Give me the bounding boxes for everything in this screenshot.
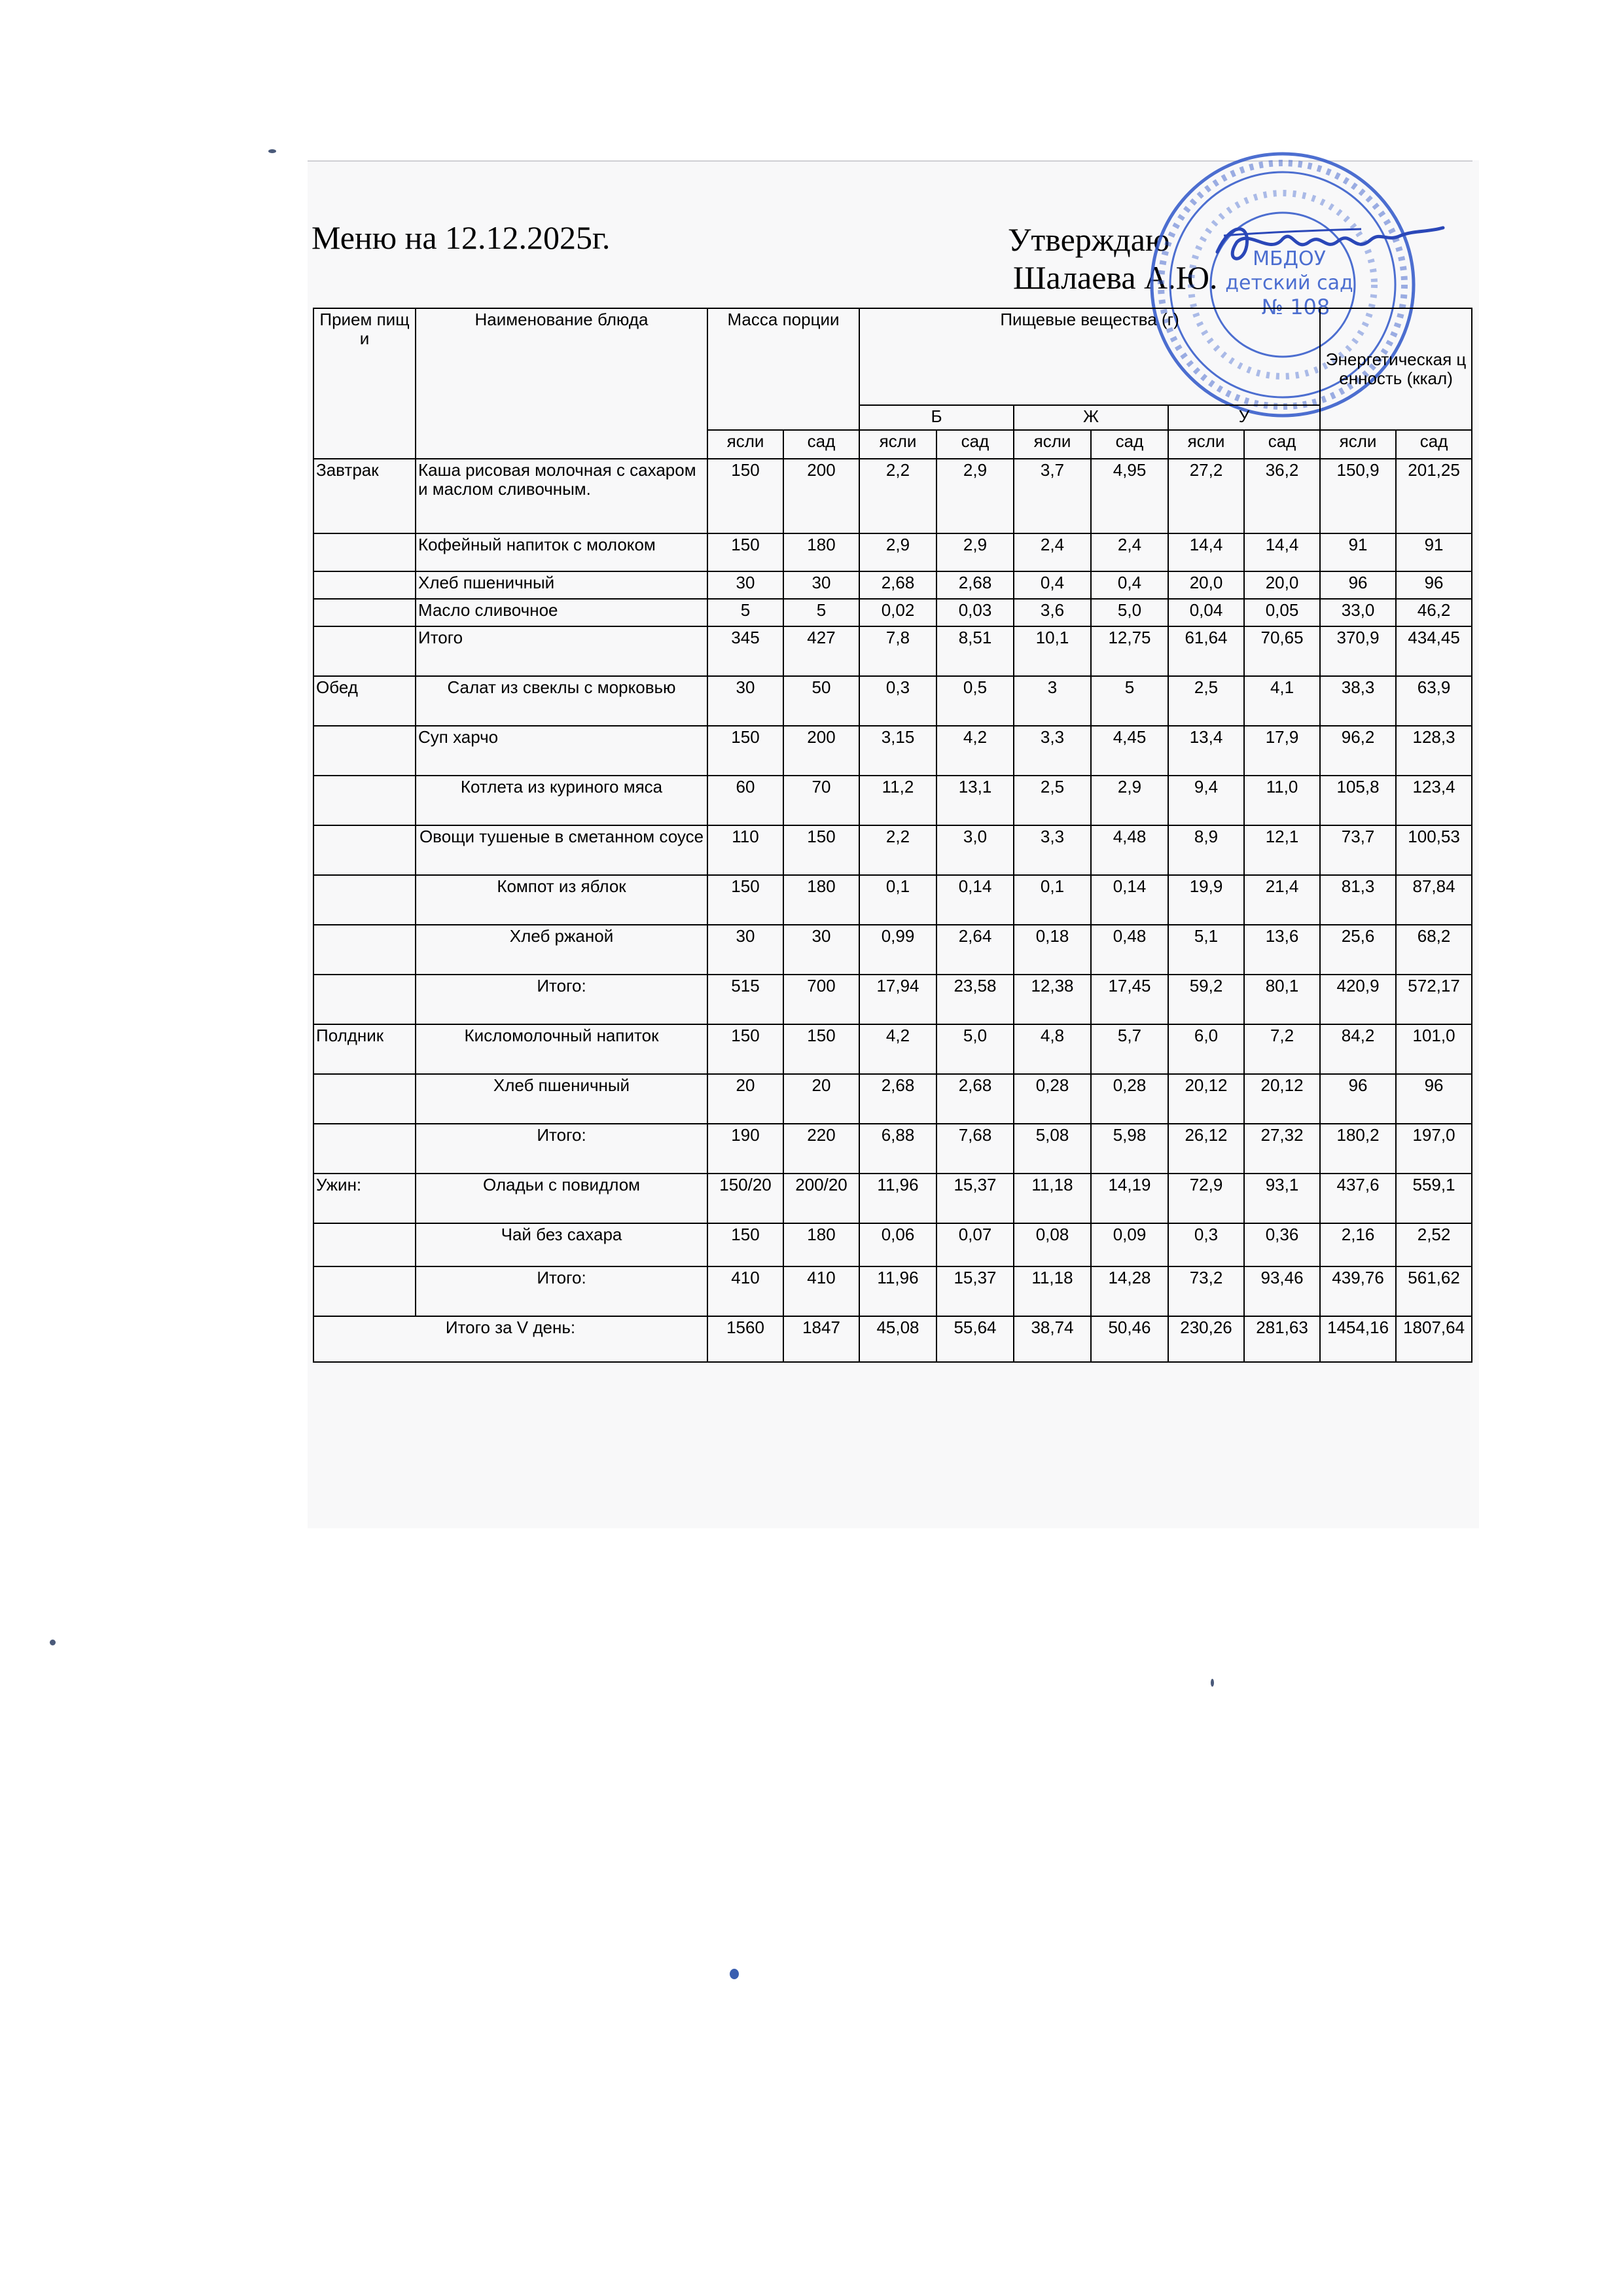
meal-cell [313, 1266, 416, 1316]
value-cell: 30 [783, 925, 859, 975]
value-cell: 0,02 [859, 599, 936, 626]
dish-cell: Кофейный напиток с молоком [416, 533, 707, 571]
value-cell: 5,0 [1091, 599, 1168, 626]
value-cell: 0,99 [859, 925, 936, 975]
value-cell: 150 [783, 1024, 859, 1074]
value-cell: 0,09 [1091, 1223, 1168, 1266]
value-cell: 2,16 [1320, 1223, 1396, 1266]
meal-cell [313, 875, 416, 925]
value-cell: 63,9 [1396, 676, 1472, 726]
value-cell: 11,18 [1014, 1174, 1091, 1223]
dish-cell: Масло сливочное [416, 599, 707, 626]
value-cell: 0,48 [1091, 925, 1168, 975]
value-cell: 150,9 [1320, 459, 1396, 533]
scan-speck [730, 1969, 739, 1979]
scan-speck [1211, 1679, 1214, 1687]
value-cell: 2,9 [859, 533, 936, 571]
value-cell: 7,68 [936, 1124, 1014, 1174]
value-cell: 190 [707, 1124, 783, 1174]
value-cell: 150/20 [707, 1174, 783, 1223]
col-meal-header: Прием пищи [313, 308, 416, 459]
value-cell: 13,4 [1168, 726, 1244, 776]
table-row [313, 626, 1472, 676]
value-cell: 96 [1320, 1074, 1396, 1124]
value-cell: 4,2 [936, 726, 1014, 776]
value-cell: 30 [783, 571, 859, 599]
meal-cell: Ужин: [313, 1174, 416, 1223]
value-cell: 180 [783, 875, 859, 925]
value-cell: 4,48 [1091, 825, 1168, 875]
value-cell: 3,7 [1014, 459, 1091, 533]
value-cell: 8,51 [936, 626, 1014, 676]
dish-cell: Итого: [416, 1266, 707, 1316]
day-total-value: 281,63 [1244, 1316, 1320, 1362]
day-total-value: 38,74 [1014, 1316, 1091, 1362]
subheader-cell: ясли [707, 430, 783, 459]
value-cell: 14,19 [1091, 1174, 1168, 1223]
value-cell: 96 [1396, 571, 1472, 599]
meal-cell: Обед [313, 676, 416, 726]
value-cell: 6,0 [1168, 1024, 1244, 1074]
value-cell: 21,4 [1244, 875, 1320, 925]
value-cell: 13,1 [936, 776, 1014, 825]
value-cell: 128,3 [1396, 726, 1472, 776]
value-cell: 25,6 [1320, 925, 1396, 975]
value-cell: 6,88 [859, 1124, 936, 1174]
value-cell: 420,9 [1320, 975, 1396, 1024]
value-cell: 2,4 [1091, 533, 1168, 571]
value-cell: 96 [1320, 571, 1396, 599]
value-cell: 0,4 [1091, 571, 1168, 599]
value-cell: 3,3 [1014, 825, 1091, 875]
value-cell: 4,45 [1091, 726, 1168, 776]
meal-cell [313, 825, 416, 875]
dish-cell: Итого: [416, 975, 707, 1024]
table-row [313, 1266, 1472, 1316]
value-cell: 180,2 [1320, 1124, 1396, 1174]
value-cell: 68,2 [1396, 925, 1472, 975]
table-row [313, 571, 1472, 599]
value-cell: 3,3 [1014, 726, 1091, 776]
value-cell: 19,9 [1168, 875, 1244, 925]
value-cell: 0,03 [936, 599, 1014, 626]
dish-cell: Итого [416, 626, 707, 676]
value-cell: 0,07 [936, 1223, 1014, 1266]
value-cell: 84,2 [1320, 1024, 1396, 1074]
value-cell: 559,1 [1396, 1174, 1472, 1223]
col-energy-header: Энергетическая ценность (ккал) [1320, 308, 1472, 430]
value-cell: 2,64 [936, 925, 1014, 975]
value-cell: 150 [783, 825, 859, 875]
value-cell: 0,18 [1014, 925, 1091, 975]
value-cell: 201,25 [1396, 459, 1472, 533]
meal-cell [313, 626, 416, 676]
value-cell: 38,3 [1320, 676, 1396, 726]
value-cell: 14,4 [1244, 533, 1320, 571]
value-cell: 123,4 [1396, 776, 1472, 825]
dish-cell: Итого: [416, 1124, 707, 1174]
table-row [313, 825, 1472, 875]
value-cell: 0,06 [859, 1223, 936, 1266]
meal-cell [313, 925, 416, 975]
value-cell: 5 [783, 599, 859, 626]
value-cell: 2,2 [859, 825, 936, 875]
value-cell: 0,08 [1014, 1223, 1091, 1266]
value-cell: 2,4 [1014, 533, 1091, 571]
value-cell: 30 [707, 571, 783, 599]
meal-cell [313, 1074, 416, 1124]
meal-cell [313, 776, 416, 825]
value-cell: 5,08 [1014, 1124, 1091, 1174]
value-cell: 11,96 [859, 1174, 936, 1223]
col-dish-header: Наименование блюда [416, 308, 707, 459]
value-cell: 14,4 [1168, 533, 1244, 571]
meal-cell [313, 599, 416, 626]
value-cell: 5 [1091, 676, 1168, 726]
value-cell: 700 [783, 975, 859, 1024]
dish-cell: Компот из яблок [416, 875, 707, 925]
value-cell: 2,68 [936, 571, 1014, 599]
value-cell: 3 [1014, 676, 1091, 726]
value-cell: 11,96 [859, 1266, 936, 1316]
value-cell: 410 [783, 1266, 859, 1316]
value-cell: 105,8 [1320, 776, 1396, 825]
value-cell: 59,2 [1168, 975, 1244, 1024]
dish-cell: Каша рисовая молочная с сахаром и маслом сливочным. [416, 459, 707, 533]
meal-cell [313, 975, 416, 1024]
value-cell: 20,12 [1168, 1074, 1244, 1124]
value-cell: 9,4 [1168, 776, 1244, 825]
table-row [313, 676, 1472, 726]
value-cell: 150 [707, 1024, 783, 1074]
table-row [313, 975, 1472, 1024]
value-cell: 2,9 [936, 459, 1014, 533]
value-cell: 345 [707, 626, 783, 676]
value-cell: 23,58 [936, 975, 1014, 1024]
value-cell: 2,2 [859, 459, 936, 533]
value-cell: 515 [707, 975, 783, 1024]
value-cell: 220 [783, 1124, 859, 1174]
scan-speck [268, 149, 276, 153]
value-cell: 20,0 [1244, 571, 1320, 599]
value-cell: 5,7 [1091, 1024, 1168, 1074]
value-cell: 13,6 [1244, 925, 1320, 975]
value-cell: 437,6 [1320, 1174, 1396, 1223]
meal-cell [313, 571, 416, 599]
value-cell: 3,15 [859, 726, 936, 776]
scan-speck [50, 1640, 56, 1645]
subheader-cell: сад [1244, 430, 1320, 459]
value-cell: 5,98 [1091, 1124, 1168, 1174]
subheader-cell: сад [783, 430, 859, 459]
dish-cell: Салат из свеклы с морковью [416, 676, 707, 726]
value-cell: 26,12 [1168, 1124, 1244, 1174]
value-cell: 14,28 [1091, 1266, 1168, 1316]
subheader-cell: ясли [1014, 430, 1091, 459]
value-cell: 15,37 [936, 1266, 1014, 1316]
day-total-value: 1560 [707, 1316, 783, 1362]
table-row [313, 925, 1472, 975]
col-u-header: У [1168, 405, 1320, 430]
value-cell: 96,2 [1320, 726, 1396, 776]
value-cell: 12,75 [1091, 626, 1168, 676]
table-row [313, 459, 1472, 533]
value-cell: 110 [707, 825, 783, 875]
value-cell: 2,68 [859, 571, 936, 599]
approve-label: Утверждаю [1008, 221, 1170, 258]
table-row [313, 1124, 1472, 1174]
value-cell: 0,3 [1168, 1223, 1244, 1266]
value-cell: 0,4 [1014, 571, 1091, 599]
value-cell: 150 [707, 533, 783, 571]
value-cell: 0,05 [1244, 599, 1320, 626]
value-cell: 200/20 [783, 1174, 859, 1223]
value-cell: 27,32 [1244, 1124, 1320, 1174]
value-cell: 11,2 [859, 776, 936, 825]
table-row [313, 776, 1472, 825]
value-cell: 4,2 [859, 1024, 936, 1074]
meal-cell [313, 533, 416, 571]
value-cell: 17,94 [859, 975, 936, 1024]
value-cell: 572,17 [1396, 975, 1472, 1024]
value-cell: 150 [707, 875, 783, 925]
value-cell: 0,28 [1091, 1074, 1168, 1124]
meal-cell: Завтрак [313, 459, 416, 533]
value-cell: 5,1 [1168, 925, 1244, 975]
value-cell: 70 [783, 776, 859, 825]
value-cell: 30 [707, 925, 783, 975]
col-b-header: Б [859, 405, 1014, 430]
value-cell: 17,45 [1091, 975, 1168, 1024]
subheader-cell: ясли [1168, 430, 1244, 459]
value-cell: 20,12 [1244, 1074, 1320, 1124]
value-cell: 73,7 [1320, 825, 1396, 875]
table-row [313, 1223, 1472, 1266]
value-cell: 434,45 [1396, 626, 1472, 676]
stamp-line-3: № 108 [1261, 295, 1330, 319]
day-total-value: 230,26 [1168, 1316, 1244, 1362]
subheader-cell: ясли [1320, 430, 1396, 459]
value-cell: 27,2 [1168, 459, 1244, 533]
value-cell: 200 [783, 459, 859, 533]
value-cell: 93,46 [1244, 1266, 1320, 1316]
value-cell: 61,64 [1168, 626, 1244, 676]
value-cell: 0,1 [1014, 875, 1091, 925]
value-cell: 0,14 [1091, 875, 1168, 925]
value-cell: 0,04 [1168, 599, 1244, 626]
value-cell: 11,18 [1014, 1266, 1091, 1316]
value-cell: 150 [707, 459, 783, 533]
day-total-value: 1454,16 [1320, 1316, 1396, 1362]
subheader-cell: сад [1396, 430, 1472, 459]
value-cell: 180 [783, 533, 859, 571]
value-cell: 2,52 [1396, 1223, 1472, 1266]
value-cell: 2,5 [1014, 776, 1091, 825]
subheader-cell: сад [1091, 430, 1168, 459]
value-cell: 10,1 [1014, 626, 1091, 676]
value-cell: 12,38 [1014, 975, 1091, 1024]
value-cell: 439,76 [1320, 1266, 1396, 1316]
value-cell: 0,3 [859, 676, 936, 726]
value-cell: 561,62 [1396, 1266, 1472, 1316]
value-cell: 150 [707, 1223, 783, 1266]
value-cell: 3,6 [1014, 599, 1091, 626]
value-cell: 2,9 [936, 533, 1014, 571]
value-cell: 101,0 [1396, 1024, 1472, 1074]
value-cell: 80,1 [1244, 975, 1320, 1024]
meal-cell: Полдник [313, 1024, 416, 1074]
value-cell: 17,9 [1244, 726, 1320, 776]
table-row [313, 1024, 1472, 1074]
handwritten-signature [1211, 216, 1446, 275]
subheader-cell: ясли [859, 430, 936, 459]
value-cell: 30 [707, 676, 783, 726]
dish-cell: Хлеб пшеничный [416, 571, 707, 599]
day-total-value: 1847 [783, 1316, 859, 1362]
value-cell: 20 [783, 1074, 859, 1124]
value-cell: 20 [707, 1074, 783, 1124]
value-cell: 46,2 [1396, 599, 1472, 626]
value-cell: 93,1 [1244, 1174, 1320, 1223]
table-row [313, 599, 1472, 626]
value-cell: 150 [707, 726, 783, 776]
value-cell: 0,36 [1244, 1223, 1320, 1266]
value-cell: 3,0 [936, 825, 1014, 875]
col-nutrients-header: Пищевые вещества (г) [859, 308, 1320, 405]
col-mass-header: Масса порции [707, 308, 859, 430]
value-cell: 33,0 [1320, 599, 1396, 626]
table-row [313, 1174, 1472, 1223]
value-cell: 2,9 [1091, 776, 1168, 825]
value-cell: 2,68 [859, 1074, 936, 1124]
value-cell: 20,0 [1168, 571, 1244, 599]
value-cell: 410 [707, 1266, 783, 1316]
value-cell: 7,8 [859, 626, 936, 676]
stamp-line-2: детский сад [1225, 272, 1353, 295]
value-cell: 100,53 [1396, 825, 1472, 875]
meal-cell [313, 726, 416, 776]
day-total-value: 55,64 [936, 1316, 1014, 1362]
value-cell: 200 [783, 726, 859, 776]
value-cell: 180 [783, 1223, 859, 1266]
value-cell: 81,3 [1320, 875, 1396, 925]
table-row [313, 875, 1472, 925]
dish-cell: Хлеб ржаной [416, 925, 707, 975]
value-cell: 4,1 [1244, 676, 1320, 726]
value-cell: 0,5 [936, 676, 1014, 726]
meal-cell [313, 1124, 416, 1174]
value-cell: 60 [707, 776, 783, 825]
value-cell: 0,28 [1014, 1074, 1091, 1124]
day-total-value: 1807,64 [1396, 1316, 1472, 1362]
table-row [313, 533, 1472, 571]
value-cell: 4,95 [1091, 459, 1168, 533]
value-cell: 91 [1320, 533, 1396, 571]
value-cell: 70,65 [1244, 626, 1320, 676]
value-cell: 0,1 [859, 875, 936, 925]
dish-cell: Суп харчо [416, 726, 707, 776]
value-cell: 87,84 [1396, 875, 1472, 925]
day-total-row [313, 1316, 1472, 1362]
value-cell: 197,0 [1396, 1124, 1472, 1174]
value-cell: 370,9 [1320, 626, 1396, 676]
value-cell: 2,68 [936, 1074, 1014, 1124]
dish-cell: Котлета из куриного мяса [416, 776, 707, 825]
dish-cell: Хлеб пшеничный [416, 1074, 707, 1124]
day-total-label: Итого за V день: [313, 1316, 707, 1362]
value-cell: 73,2 [1168, 1266, 1244, 1316]
menu-title: Меню на 12.12.2025г. [312, 219, 611, 256]
dish-cell: Оладьи с повидлом [416, 1174, 707, 1223]
subheader-cell: сад [936, 430, 1014, 459]
day-total-value: 50,46 [1091, 1316, 1168, 1362]
dish-cell: Овощи тушеные в сметанном соусе [416, 825, 707, 875]
col-zh-header: Ж [1014, 405, 1168, 430]
value-cell: 7,2 [1244, 1024, 1320, 1074]
value-cell: 8,9 [1168, 825, 1244, 875]
value-cell: 5 [707, 599, 783, 626]
stamp-line-1: МБДОУ [1253, 247, 1326, 270]
value-cell: 12,1 [1244, 825, 1320, 875]
value-cell: 2,5 [1168, 676, 1244, 726]
value-cell: 96 [1396, 1074, 1472, 1124]
table-row [313, 726, 1472, 776]
meal-cell [313, 1223, 416, 1266]
approver-name: Шалаева А.Ю. [1013, 259, 1218, 296]
value-cell: 72,9 [1168, 1174, 1244, 1223]
table-row [313, 1074, 1472, 1124]
day-total-value: 45,08 [859, 1316, 936, 1362]
value-cell: 15,37 [936, 1174, 1014, 1223]
value-cell: 91 [1396, 533, 1472, 571]
value-cell: 4,8 [1014, 1024, 1091, 1074]
dish-cell: Кисломолочный напиток [416, 1024, 707, 1074]
value-cell: 11,0 [1244, 776, 1320, 825]
value-cell: 427 [783, 626, 859, 676]
value-cell: 36,2 [1244, 459, 1320, 533]
menu-table [313, 308, 1472, 1363]
value-cell: 50 [783, 676, 859, 726]
value-cell: 5,0 [936, 1024, 1014, 1074]
value-cell: 0,14 [936, 875, 1014, 925]
dish-cell: Чай без сахара [416, 1223, 707, 1266]
